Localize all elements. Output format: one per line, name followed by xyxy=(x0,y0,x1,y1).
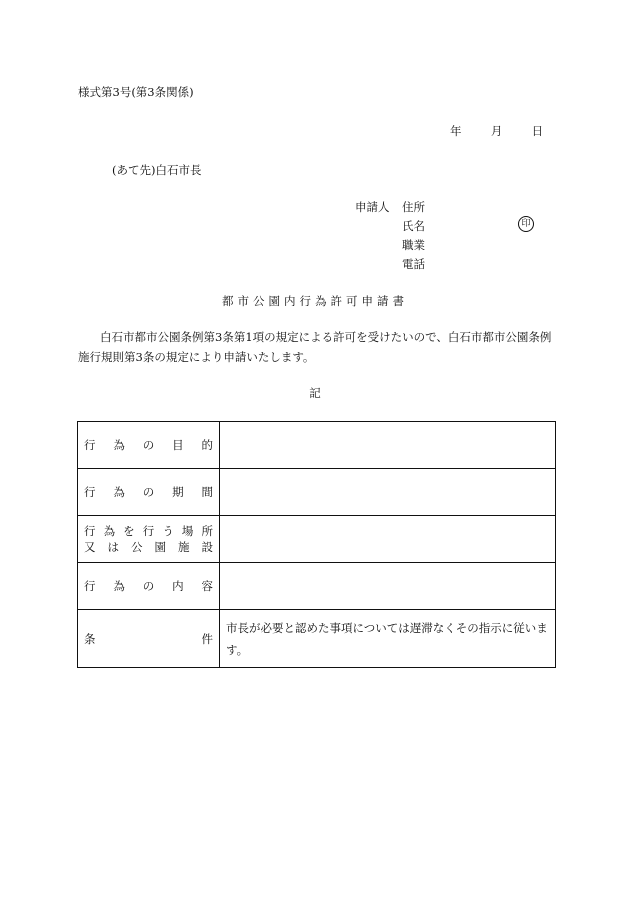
row-label-cell xyxy=(78,422,220,469)
table-row xyxy=(78,469,556,516)
table-row xyxy=(78,610,556,668)
row-value[interactable]: 市長が必要と認めた事項については遅滞なくその指示に従います。 xyxy=(220,610,556,668)
row-label-cell xyxy=(78,516,220,563)
applicant-occupation-label: 職業 xyxy=(402,238,425,252)
row-value[interactable] xyxy=(220,422,556,469)
row-value[interactable] xyxy=(220,469,556,516)
date-year-label: 年 xyxy=(450,124,462,138)
row-label-cell xyxy=(78,469,220,516)
document-title: 都市公園内行為許可申請書 xyxy=(222,294,408,308)
addressee: (あて先)白石市長 xyxy=(112,163,202,177)
date-day-label: 日 xyxy=(531,124,544,138)
detail-table xyxy=(77,421,556,668)
seal-mark-icon: 印 xyxy=(518,216,534,232)
row-label: 行 為 の 期 間 xyxy=(84,485,213,499)
table-row xyxy=(78,516,556,563)
table-row xyxy=(78,422,556,469)
row-label: 行 為 の 目 的 xyxy=(84,438,213,452)
form-number: 様式第3号(第3条関係) xyxy=(78,85,194,99)
row-label-cell xyxy=(78,563,220,610)
applicant-label: 申請人 xyxy=(355,200,390,214)
date-month-label: 月 xyxy=(490,124,503,138)
applicant-name-label: 氏名 xyxy=(402,219,425,233)
row-label: 行 為 の 内 容 xyxy=(84,579,213,593)
row-label: 条 件 xyxy=(84,631,213,646)
applicant-phone-label: 電話 xyxy=(402,257,425,271)
row-value[interactable] xyxy=(220,563,556,610)
ki-heading: 記 xyxy=(309,386,321,400)
table-row xyxy=(78,563,556,610)
row-label-cell xyxy=(78,610,220,668)
row-label: 行 為 を 行 う 場 所 xyxy=(84,524,213,538)
row-value[interactable] xyxy=(220,516,556,563)
date-line xyxy=(450,123,543,139)
body-paragraph: 白石市都市公園条例第3条第1項の規定による許可を受けたいので、白石市都市公園条例施行規則第3条の規定により申請いたします。 xyxy=(78,330,552,364)
applicant-address-label: 住所 xyxy=(402,200,425,214)
row-label: 又 は 公 園 施 設 xyxy=(84,540,213,554)
